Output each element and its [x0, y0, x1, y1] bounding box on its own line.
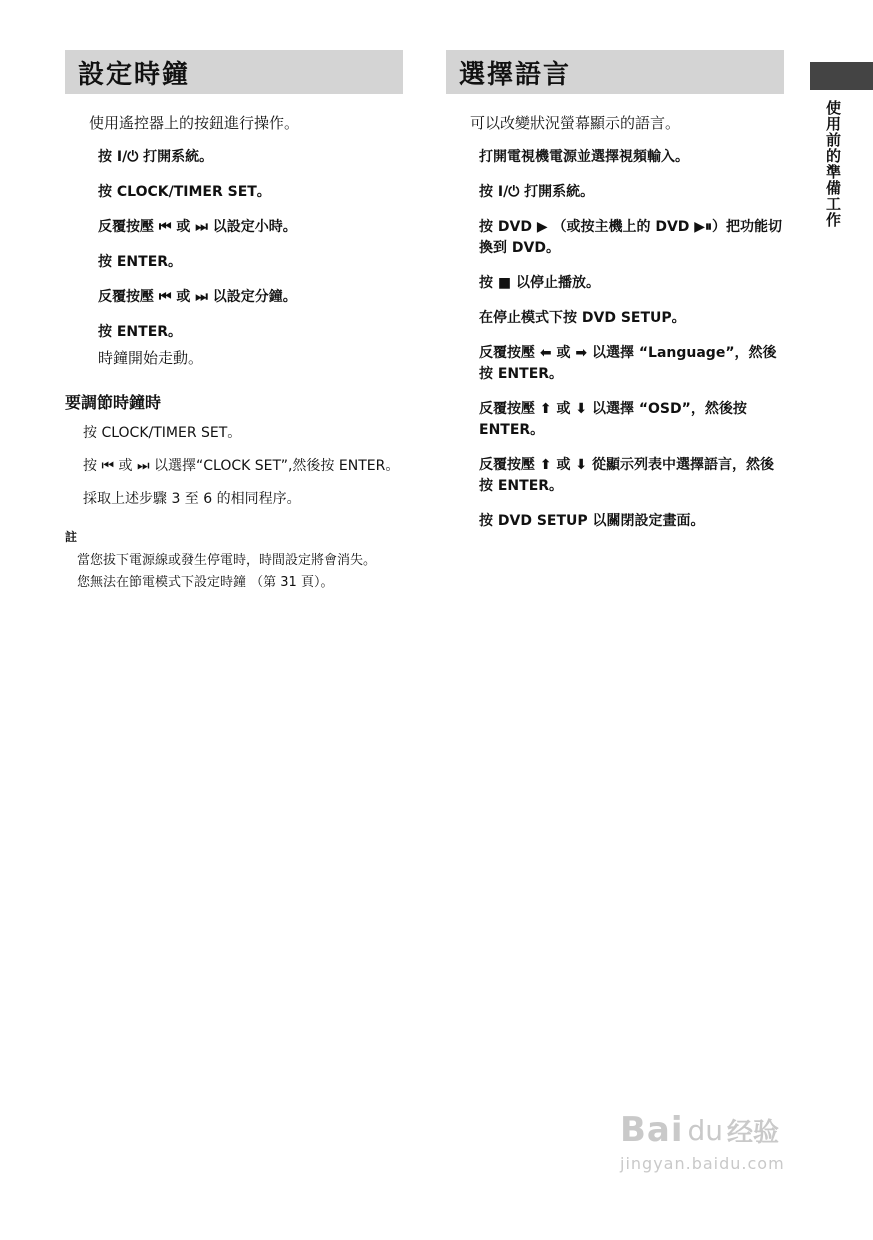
note-1: 當您拔下電源線或發生停電時，時間設定將會消失。	[77, 553, 377, 568]
watermark-cn: 经验	[727, 1117, 780, 1148]
step-3: 反覆按壓 ⏮ 或 ⏭ 以設定小時。	[98, 219, 297, 235]
note-label: 註	[65, 530, 78, 544]
chapter-tab	[810, 62, 873, 90]
sub-step-1: 按 CLOCK/TIMER SET。	[83, 425, 242, 441]
section-title: 設定時鐘	[78, 59, 191, 90]
intro-text: 可以改變狀況螢幕顯示的語言。	[470, 114, 681, 132]
sub-step-3: 採取上述步驟 3 至 6 的相同程序。	[83, 491, 301, 507]
step-6: 按 ENTER。	[98, 324, 183, 340]
intro-text: 使用遙控器上的按鈕進行操作。	[89, 114, 300, 132]
baidu-watermark	[620, 1110, 820, 1173]
paw-icon: du	[687, 1113, 724, 1147]
step-1: 按 I/⏻ 打開系統。	[98, 149, 214, 165]
watermark-brand: Bai	[620, 1110, 684, 1150]
section-title-bar	[446, 50, 784, 94]
step-8: 反覆按壓 ⬆ 或 ⬇ 從顯示列表中選擇語言，然後按 ENTER。	[479, 457, 774, 494]
step-5: 在停止模式下按 DVD SETUP。	[479, 310, 686, 326]
step-4: 按 ENTER。	[98, 254, 183, 270]
step-6: 反覆按壓 ⬅ 或 ➡ 以選擇 “Language”，然後按 ENTER。	[479, 345, 777, 382]
chapter-label: 使用前的準備工作	[824, 100, 842, 228]
watermark-url: jingyan.baidu.com	[620, 1154, 785, 1173]
step-4: 按 ■ 以停止播放。	[479, 275, 600, 291]
left-column	[65, 50, 403, 595]
step-1: 打開電視機電源並選擇視頻輸入。	[479, 149, 689, 165]
step-result: 時鐘開始走動。	[98, 349, 204, 367]
step-2: 按 I/⏻ 打開系統。	[479, 184, 595, 200]
step-7: 反覆按壓 ⬆ 或 ⬇ 以選擇 “OSD”，然後按 ENTER。	[479, 401, 747, 438]
note-2: 您無法在節電模式下設定時鐘 （第 31 頁）。	[77, 575, 334, 590]
section-title: 選擇語言	[459, 59, 572, 90]
step-9: 按 DVD SETUP 以關閉設定畫面。	[479, 513, 705, 529]
watermark-logo	[620, 1110, 820, 1150]
subheading: 要調節時鐘時	[65, 393, 162, 412]
step-2: 按 CLOCK/TIMER SET。	[98, 184, 271, 200]
right-column	[446, 50, 784, 546]
step-5: 反覆按壓 ⏮ 或 ⏭ 以設定分鐘。	[98, 289, 297, 305]
sub-step-2: 按 ⏮ 或 ⏭ 以選擇“CLOCK SET”,然後按 ENTER。	[83, 458, 400, 474]
step-3: 按 DVD ▶ （或按主機上的 DVD ▶⏸）把功能切換到 DVD。	[479, 219, 783, 256]
section-title-bar	[65, 50, 403, 94]
